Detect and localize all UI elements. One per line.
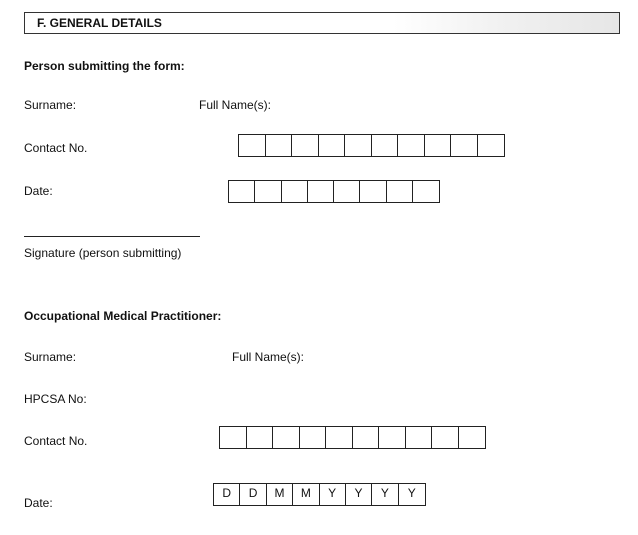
practitioner-contact-digit-box[interactable] [273,427,300,448]
practitioner-contact-digit-box[interactable] [326,427,353,448]
submitter-date-digit-box[interactable] [308,181,334,202]
practitioner-contact-digit-box[interactable] [247,427,274,448]
practitioner-date-digit-box[interactable]: Y [320,484,346,505]
submitter-heading: Person submitting the form: [24,59,185,73]
submitter-contact-digit-box[interactable] [345,135,372,156]
section-title: F. GENERAL DETAILS [37,16,162,30]
submitter-contact-field[interactable] [238,134,505,157]
practitioner-heading: Occupational Medical Practitioner: [24,309,222,323]
submitter-contact-digit-box[interactable] [451,135,478,156]
practitioner-date-label: Date: [24,496,53,510]
practitioner-contact-digit-box[interactable] [432,427,459,448]
signature-line[interactable] [24,236,200,237]
section-header [24,12,620,34]
submitter-date-digit-box[interactable] [282,181,308,202]
practitioner-contact-field[interactable] [219,426,486,449]
practitioner-contact-digit-box[interactable] [379,427,406,448]
practitioner-contact-digit-box[interactable] [300,427,327,448]
practitioner-date-digit-box[interactable]: D [240,484,266,505]
practitioner-contact-digit-box[interactable] [459,427,486,448]
submitter-date-label: Date: [24,184,53,198]
submitter-date-digit-box[interactable] [255,181,281,202]
submitter-contact-digit-box[interactable] [292,135,319,156]
submitter-contact-label: Contact No. [24,141,88,155]
submitter-contact-digit-box[interactable] [425,135,452,156]
submitter-contact-digit-box[interactable] [478,135,505,156]
signature-label: Signature (person submitting) [24,246,182,260]
submitter-date-digit-box[interactable] [360,181,386,202]
practitioner-contact-digit-box[interactable] [220,427,247,448]
submitter-contact-digit-box[interactable] [266,135,293,156]
practitioner-contact-digit-box[interactable] [353,427,380,448]
submitter-date-digit-box[interactable] [387,181,413,202]
submitter-contact-digit-box[interactable] [398,135,425,156]
submitter-contact-digit-box[interactable] [372,135,399,156]
practitioner-contact-label: Contact No. [24,434,88,448]
submitter-contact-digit-box[interactable] [319,135,346,156]
submitter-date-digit-box[interactable] [229,181,255,202]
practitioner-date-digit-box[interactable]: Y [346,484,372,505]
submitter-fullname-label: Full Name(s): [199,98,272,112]
practitioner-contact-digit-box[interactable] [406,427,433,448]
practitioner-surname-label: Surname: [24,350,77,364]
submitter-date-field[interactable] [228,180,440,203]
practitioner-date-digit-box[interactable]: Y [372,484,398,505]
practitioner-date-digit-box[interactable]: M [293,484,319,505]
submitter-date-digit-box[interactable] [413,181,439,202]
practitioner-date-digit-box[interactable]: M [267,484,293,505]
practitioner-date-digit-box[interactable]: D [214,484,240,505]
submitter-contact-digit-box[interactable] [239,135,266,156]
practitioner-date-field[interactable] [213,483,426,506]
practitioner-fullname-label: Full Name(s): [232,350,305,364]
practitioner-date-digit-box[interactable]: Y [407,486,416,500]
submitter-surname-label: Surname: [24,98,77,112]
submitter-date-digit-box[interactable] [334,181,360,202]
practitioner-hpcsa-label: HPCSA No: [24,392,87,406]
